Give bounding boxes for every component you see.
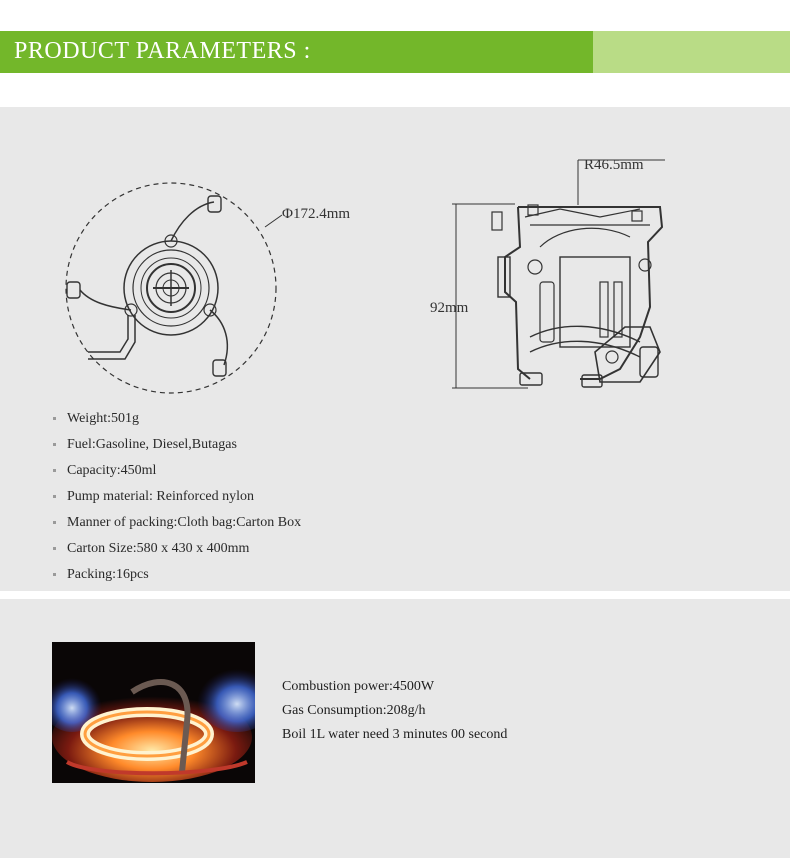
title-banner-main — [0, 31, 593, 73]
list-item: Boil 1L water need 3 minutes 00 second — [282, 727, 508, 742]
bullet-icon — [53, 469, 56, 472]
bullet-icon — [53, 547, 56, 550]
bullet-icon — [53, 417, 56, 420]
bullet-icon — [53, 495, 56, 498]
burner-flame-photo — [52, 642, 255, 783]
radius-label: R46.5mm — [584, 157, 644, 173]
parameter-text: Carton Size:580 x 430 x 400mm — [67, 541, 250, 556]
list-item: Gas Consumption:208g/h — [282, 703, 426, 718]
parameter-text: Pump material: Reinforced nylon — [67, 489, 255, 504]
diameter-label: Φ172.4mm — [282, 206, 351, 222]
list-item — [52, 458, 301, 484]
list-item — [52, 406, 301, 432]
stove-side-view — [452, 160, 665, 388]
parameter-text: Fuel:Gasoline, Diesel,Butagas — [67, 437, 237, 452]
list-item — [52, 536, 301, 562]
flame-image — [52, 642, 255, 783]
list-item — [52, 432, 301, 458]
performance-list — [282, 675, 507, 747]
list-item — [52, 510, 301, 536]
stove-top-view — [66, 183, 276, 393]
bullet-icon — [53, 443, 56, 446]
performance-panel — [0, 599, 790, 858]
parameters-panel — [0, 107, 790, 591]
list-item — [52, 484, 301, 510]
parameter-text: Packing:16pcs — [67, 567, 149, 582]
technical-drawing — [0, 107, 790, 407]
parameter-text: Capacity:450ml — [67, 463, 157, 478]
bullet-icon — [53, 521, 56, 524]
list-item — [52, 562, 301, 588]
height-label: 92mm — [430, 300, 469, 316]
parameters-list — [52, 406, 301, 588]
parameter-text: Manner of packing:Cloth bag:Carton Box — [67, 515, 302, 530]
list-item: Combustion power:4500W — [282, 679, 435, 694]
parameter-text: Weight:501g — [67, 411, 139, 426]
page-title: PRODUCT PARAMETERS : — [14, 38, 311, 64]
title-banner — [0, 31, 790, 73]
bullet-icon — [53, 573, 56, 576]
